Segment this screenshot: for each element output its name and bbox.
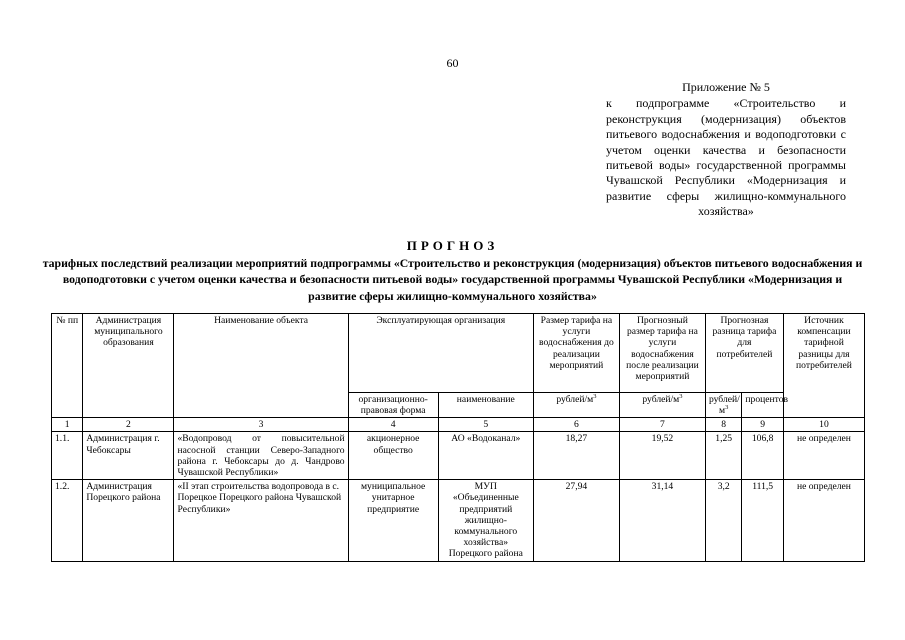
- header-unit-diff-percent: процентов: [742, 393, 784, 418]
- document-title-block: [40, 238, 865, 304]
- row-diff-rub: 1,25: [705, 432, 741, 480]
- row-org-name: АО «Водоканал»: [438, 432, 533, 480]
- column-number: 7: [619, 418, 705, 432]
- row-diff-rub: 3,2: [705, 480, 741, 561]
- row-tariff-before: 18,27: [533, 432, 619, 480]
- appendix-text: к подпрограмме «Строительство и реконструкция (модернизация) объектов питьевого водоснабжения и водоподготовки с учетом оценки качества и безопасности питьевой воды» государственной программы Чувашской Республики «Модернизация и развитие сферы жилищно-коммунального хозяйства»: [606, 96, 846, 219]
- row-tariff-before: 27,94: [533, 480, 619, 561]
- document-subtitle: тарифных последствий реализации мероприятий подпрограммы «Строительство и реконструкция (модернизация) объектов питьевого водоснабжения и водоподготовки с учетом оценки качества и безопасности питьевой воды» государственной программы Чувашской Республики «Модернизация и развитие сферы жилищно-коммунального хозяйства»: [42, 255, 863, 303]
- unit-label: рублей/м: [708, 394, 740, 417]
- header-tariff-after: Прогнозный размер тарифа на услуги водоснабжения после реализации мероприятий: [619, 314, 705, 393]
- unit-superscript: 3: [679, 392, 683, 400]
- unit-superscript: 3: [593, 392, 597, 400]
- column-number: 2: [83, 418, 174, 432]
- column-number: 6: [533, 418, 619, 432]
- appendix-title: Приложение № 5: [682, 80, 770, 94]
- row-object: «Водопровод от повысительной насосной станции Северо-Западного района г. Чебоксары до д. Чандрово Чувашской Республики»: [174, 432, 348, 480]
- row-admin: Администрация г. Чебоксары: [83, 432, 174, 480]
- table-header-row: [52, 314, 865, 393]
- unit-label: рублей/м: [642, 394, 680, 405]
- header-org-form: организационно-правовая форма: [348, 393, 438, 418]
- header-org: Эксплуатирующая организация: [348, 314, 533, 393]
- column-number: 8: [705, 418, 741, 432]
- header-object: Наименование объекта: [174, 314, 348, 418]
- row-diff-percent: 106,8: [742, 432, 784, 480]
- row-org-form: акционерное общество: [348, 432, 438, 480]
- header-diff: Прогнозная разница тарифа для потребителей: [705, 314, 783, 393]
- row-diff-percent: 111,5: [742, 480, 784, 561]
- table-row: [52, 480, 865, 561]
- unit-label: рублей/м: [556, 394, 594, 405]
- row-tariff-after: 19,52: [619, 432, 705, 480]
- header-unit-after: [619, 393, 705, 418]
- header-tariff-before: Размер тарифа на услуги водоснабжения до реализации мероприятий: [533, 314, 619, 393]
- column-number: 9: [742, 418, 784, 432]
- row-num: 1.2.: [52, 480, 83, 561]
- column-number: 1: [52, 418, 83, 432]
- column-number: 5: [438, 418, 533, 432]
- row-admin: Администрация Порецкого района: [83, 480, 174, 561]
- column-number-row: [52, 418, 865, 432]
- header-num: № пп: [52, 314, 83, 418]
- page-number: 60: [446, 56, 459, 70]
- header-unit-before: [533, 393, 619, 418]
- column-number: 3: [174, 418, 348, 432]
- unit-superscript: 3: [725, 404, 729, 412]
- header-unit-diff-rub: [705, 393, 741, 418]
- row-num: 1.1.: [52, 432, 83, 480]
- column-number: 10: [783, 418, 864, 432]
- column-number: 4: [348, 418, 438, 432]
- row-source: не определен: [783, 480, 864, 561]
- document-title: ПРОГНОЗ: [406, 238, 499, 253]
- header-source: Источник компенсации тарифной разницы для потребителей: [783, 314, 864, 418]
- forecast-table: [51, 313, 865, 562]
- header-admin: Администрация муниципального образования: [83, 314, 174, 418]
- table-row: [52, 432, 865, 480]
- row-source: не определен: [783, 432, 864, 480]
- row-org-form: муниципальное унитарное предприятие: [348, 480, 438, 561]
- header-org-name: наименование: [438, 393, 533, 418]
- row-object: «II этап строительства водопровода в с. Порецкое Порецкого района Чувашской Республики»: [174, 480, 348, 561]
- row-org-name: МУП «Объединенные предприятий жилищно-коммунального хозяйства» Порецкого района: [438, 480, 533, 561]
- appendix-block: [606, 80, 846, 220]
- row-tariff-after: 31,14: [619, 480, 705, 561]
